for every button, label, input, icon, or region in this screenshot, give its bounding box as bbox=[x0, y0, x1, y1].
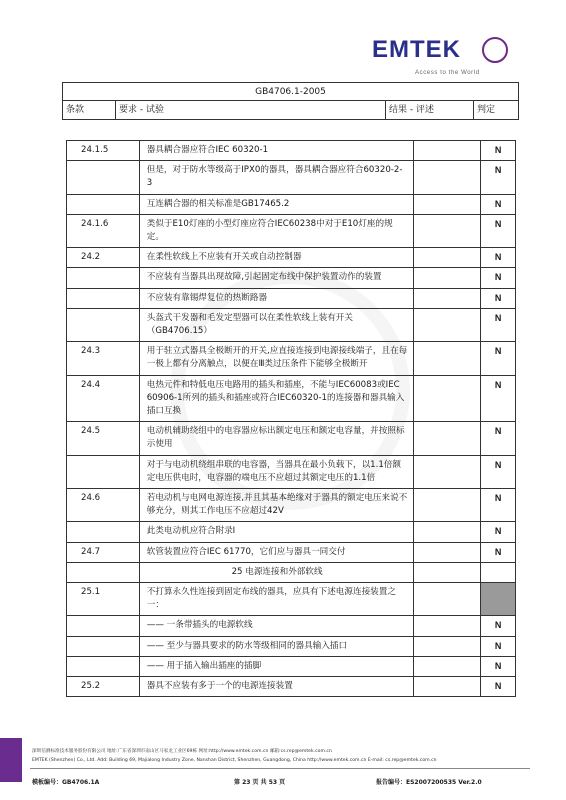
verdict-cell bbox=[481, 583, 515, 615]
requirement-cell: 对于与电动机绕组串联的电容器，当器具在最小负载下，以1.1倍额定电压供电时，电容器的端电压不应超过其额定电压的1.1倍 bbox=[140, 456, 415, 488]
table-row bbox=[67, 248, 515, 268]
result-cell bbox=[414, 489, 481, 521]
table-row bbox=[67, 376, 515, 423]
clause-cell bbox=[67, 637, 140, 656]
table-row bbox=[67, 522, 515, 542]
col-clause: 条款 bbox=[63, 101, 116, 119]
clause-cell bbox=[67, 563, 140, 582]
clause-cell bbox=[67, 616, 140, 635]
requirement-cell: 不应装有当器具出现故障,引起固定布线中保护装置动作的装置 bbox=[140, 268, 415, 287]
table-row bbox=[67, 289, 515, 309]
clause-cell: 24.4 bbox=[67, 376, 140, 422]
result-cell bbox=[414, 522, 481, 541]
requirement-cell: 在柔性软线上不应装有开关或自动控制器 bbox=[140, 248, 415, 267]
verdict-cell: N bbox=[494, 640, 502, 651]
verdict-cell: N bbox=[494, 346, 502, 357]
verdict-cell: N bbox=[494, 198, 502, 209]
result-cell bbox=[414, 583, 481, 615]
verdict-cell: N bbox=[494, 312, 502, 323]
requirement-cell: 器具耦合器应符合IEC 60320-1 bbox=[140, 141, 415, 160]
result-cell bbox=[414, 616, 481, 635]
result-cell bbox=[414, 161, 481, 193]
page-number: 第 23 页 共 53 页 bbox=[234, 779, 286, 786]
requirement-cell: —— 一条带插头的电源软线 bbox=[140, 616, 415, 635]
footer-address-en: EMTEK (Shenzhen) Co., Ltd. Add: Building 69, Majialong Industry Zone, Nanshan District, Shenzhen, Guangdong, China http://www.emtek.com.cn E-mail: cs.rep@emtek.com.cn bbox=[32, 758, 437, 763]
verdict-cell bbox=[481, 563, 515, 582]
result-cell bbox=[414, 268, 481, 287]
requirement-cell: 25 电源连接和外部软线 bbox=[140, 563, 415, 582]
result-cell bbox=[414, 376, 481, 422]
result-cell bbox=[414, 248, 481, 267]
emtek-logo bbox=[372, 34, 522, 80]
requirement-cell: 电动机辅助绕组中的电容器应标出额定电压和额定电容量，并按照标示使用 bbox=[140, 422, 415, 454]
clause-cell: 24.5 bbox=[67, 422, 140, 454]
table-row bbox=[67, 422, 515, 455]
standard-title: GB4706.1-2005 bbox=[63, 83, 518, 101]
col-result: 结果 - 评述 bbox=[386, 101, 474, 119]
result-cell bbox=[414, 456, 481, 488]
clause-cell bbox=[67, 522, 140, 541]
result-cell bbox=[414, 289, 481, 308]
clause-cell: 24.1.6 bbox=[67, 215, 140, 247]
footer-accent-bar bbox=[0, 738, 22, 782]
template-number: 模板编号：GB4706.1A bbox=[32, 779, 100, 786]
clause-cell bbox=[67, 289, 140, 308]
verdict-cell: N bbox=[494, 165, 502, 176]
verdict-cell: N bbox=[494, 493, 502, 504]
table-row bbox=[67, 215, 515, 248]
logo-check-icon bbox=[482, 37, 508, 63]
result-cell bbox=[414, 215, 481, 247]
table-row bbox=[67, 677, 515, 696]
verdict-cell: N bbox=[494, 681, 502, 692]
result-cell bbox=[414, 195, 481, 214]
clause-cell: 24.7 bbox=[67, 543, 140, 562]
table-row bbox=[67, 637, 515, 657]
report-number: 报告编号：ES2007200535 Ver.2.0 bbox=[376, 779, 482, 786]
verdict-cell: N bbox=[494, 426, 502, 437]
result-cell bbox=[414, 141, 481, 160]
footer-divider bbox=[30, 768, 530, 769]
result-cell bbox=[414, 637, 481, 656]
result-cell bbox=[414, 563, 481, 582]
verdict-cell: N bbox=[494, 620, 502, 631]
clause-cell bbox=[67, 309, 140, 341]
col-requirement: 要求 - 试验 bbox=[116, 101, 386, 119]
col-verdict: 判定 bbox=[477, 105, 496, 115]
table-row bbox=[67, 342, 515, 375]
table-row bbox=[67, 161, 515, 194]
clause-cell: 24.3 bbox=[67, 342, 140, 374]
clause-cell: 24.6 bbox=[67, 489, 140, 521]
requirement-cell: 此类电动机应符合附录I bbox=[140, 522, 415, 541]
result-cell bbox=[414, 309, 481, 341]
clause-cell bbox=[67, 161, 140, 193]
verdict-cell: N bbox=[494, 218, 502, 229]
verdict-cell: N bbox=[494, 526, 502, 537]
requirement-cell: 若电动机与电网电源连接,并且其基本绝缘对于器具的额定电压来说不够充分，则其工作电压不应超过42V bbox=[140, 489, 415, 521]
requirement-cell: 用于驻立式器具全极断开的开关,应直接连接到电源接线端子，且在每一极上都有分离触点，以便在Ⅲ类过压条件下能够全极断开 bbox=[140, 342, 415, 374]
table-row bbox=[67, 141, 515, 161]
table-row bbox=[67, 195, 515, 215]
requirement-cell: 但是，对于防水等级高于IPX0的器具，器具耦合器应符合60320-2-3 bbox=[140, 161, 415, 193]
clause-cell bbox=[67, 195, 140, 214]
table-row bbox=[67, 543, 515, 563]
clause-cell bbox=[67, 268, 140, 287]
requirement-cell: 类似于E10灯座的小型灯座应符合IEC60238中对于E10灯座的规定。 bbox=[140, 215, 415, 247]
table-row bbox=[67, 268, 515, 288]
requirement-cell: 头盔式干发器和毛发定型器可以在柔性软线上装有开关（GB4706.15） bbox=[140, 309, 415, 341]
requirements-table bbox=[66, 140, 516, 697]
table-row bbox=[67, 657, 515, 677]
table-header bbox=[62, 82, 519, 120]
logo-tagline: Access to the World bbox=[415, 70, 480, 76]
requirement-cell: 互连耦合器的相关标准是GB17465.2 bbox=[140, 195, 415, 214]
result-cell bbox=[414, 342, 481, 374]
footer-address-cn: 深圳信测标准技术服务股份有限公司 地址:广东省深圳市南山区马家龙工业区69栋 网址:http://www.emtek.com.cn 邮箱:cs.rep@emtek.com.cn bbox=[32, 749, 332, 754]
logo-wordmark: EMTEK bbox=[372, 36, 461, 63]
verdict-cell: N bbox=[494, 292, 502, 303]
requirement-cell: 不应装有靠锡焊复位的热断路器 bbox=[140, 289, 415, 308]
clause-cell: 25.2 bbox=[67, 677, 140, 696]
verdict-cell: N bbox=[494, 272, 502, 283]
result-cell bbox=[414, 543, 481, 562]
clause-cell bbox=[67, 657, 140, 676]
requirement-cell: —— 用于插入输出插座的插脚 bbox=[140, 657, 415, 676]
verdict-cell: N bbox=[494, 252, 502, 263]
result-cell bbox=[414, 657, 481, 676]
table-row bbox=[67, 456, 515, 489]
verdict-cell: N bbox=[494, 459, 502, 470]
requirement-cell: —— 至少与器具要求的防水等级相同的器具输入插口 bbox=[140, 637, 415, 656]
table-row bbox=[67, 583, 515, 616]
clause-cell: 25.1 bbox=[67, 583, 140, 615]
result-cell bbox=[414, 677, 481, 696]
requirement-cell: 软管装置应符合IEC 61770，它们应与器具一同交付 bbox=[140, 543, 415, 562]
requirement-cell: 不打算永久性连接到固定布线的器具，应具有下述电源连接装置之一： bbox=[140, 583, 415, 615]
verdict-cell: N bbox=[494, 379, 502, 390]
requirement-cell: 器具不应装有多于一个的电源连接装置 bbox=[140, 677, 415, 696]
verdict-cell: N bbox=[494, 660, 502, 671]
clause-cell: 24.2 bbox=[67, 248, 140, 267]
verdict-cell: N bbox=[494, 546, 502, 557]
requirement-cell: 电热元件和特低电压电路用的插头和插座，不能与IEC60083或IEC 60906-1所列的插头和插座或符合IEC60320-1的连接器和器具输入插口互换 bbox=[140, 376, 415, 422]
table-row bbox=[67, 489, 515, 522]
result-cell bbox=[414, 422, 481, 454]
table-row bbox=[67, 309, 515, 342]
clause-cell bbox=[67, 456, 140, 488]
verdict-cell: N bbox=[494, 145, 502, 155]
table-row bbox=[67, 616, 515, 636]
clause-cell: 24.1.5 bbox=[67, 141, 140, 160]
table-row bbox=[67, 563, 515, 583]
